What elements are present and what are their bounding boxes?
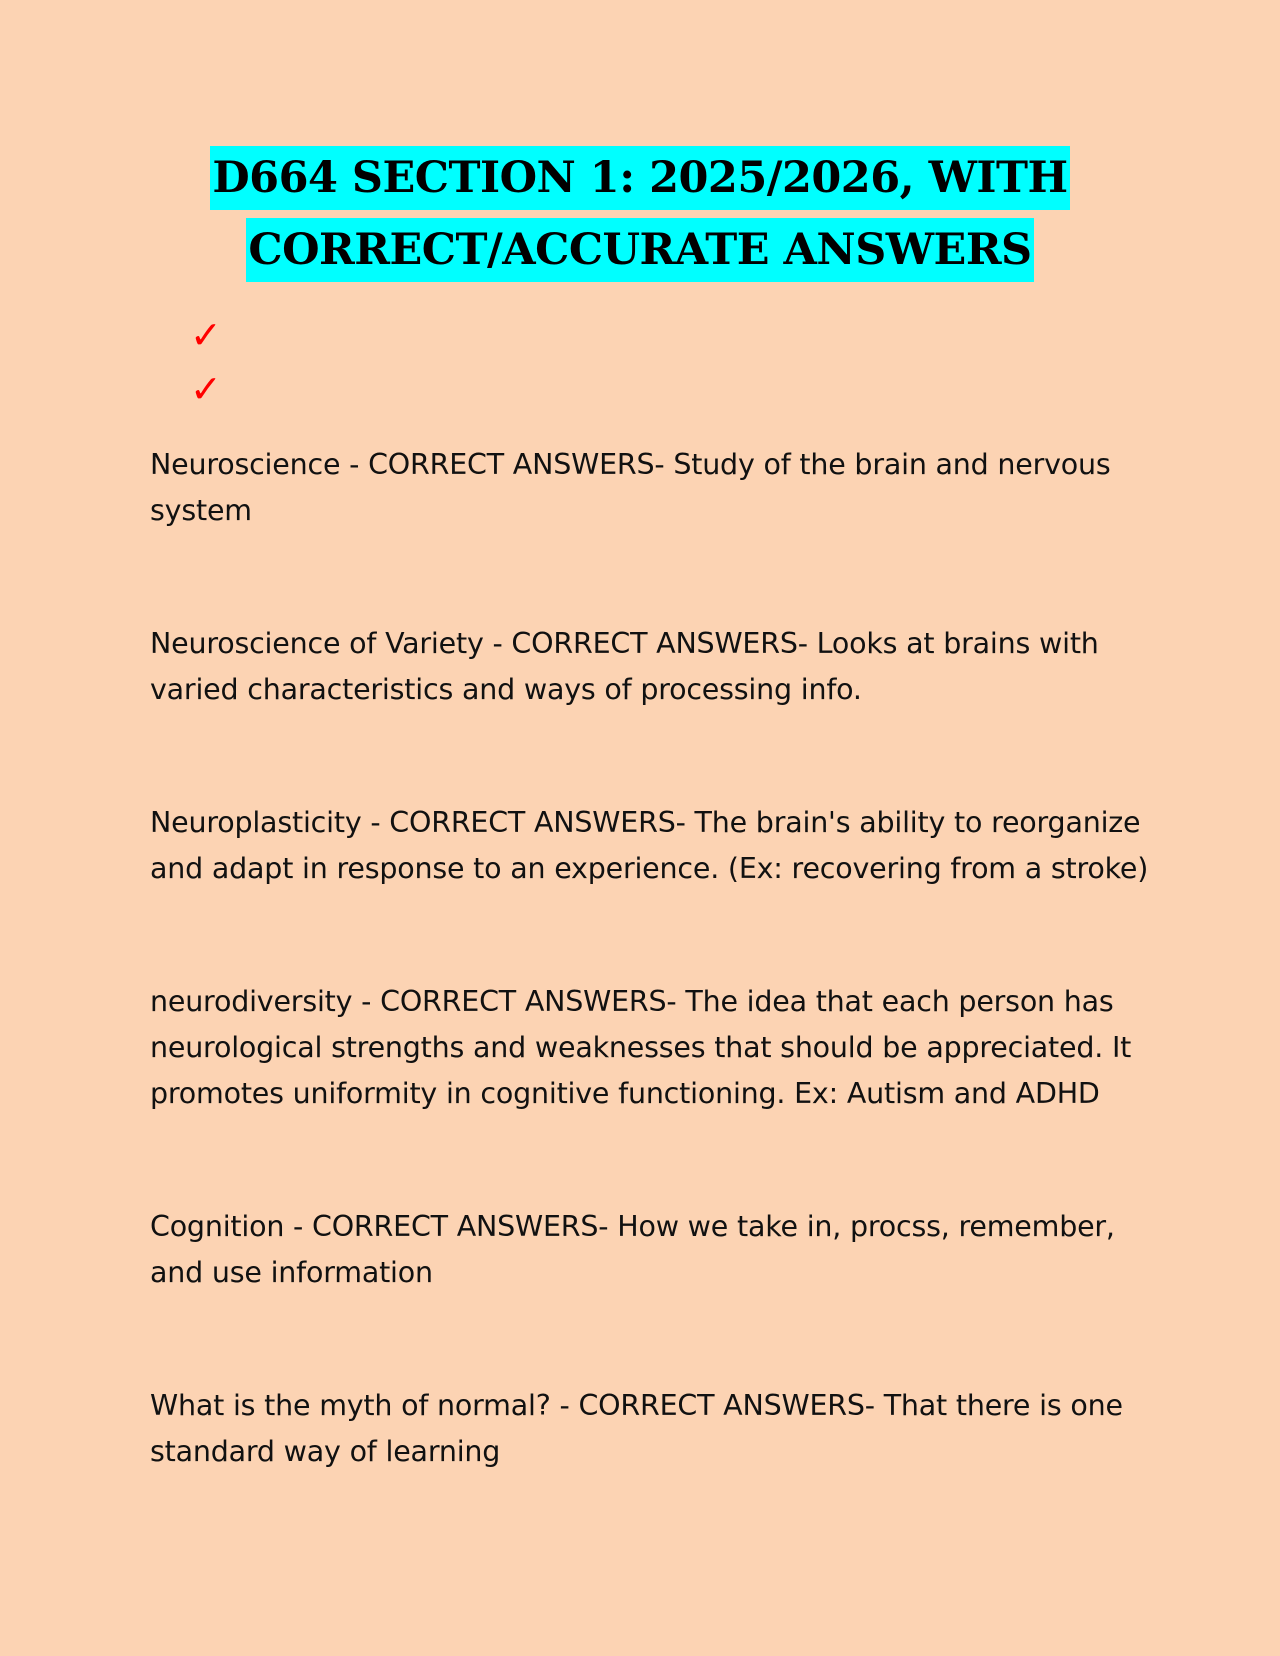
- qa-item-cognition: Cognition - CORRECT ANSWERS- How we take in, procss, remember, and use information: [150, 1210, 1115, 1289]
- qa-list: [150, 442, 1150, 1562]
- qa-item-myth-of-normal: What is the myth of normal? - CORRECT ANSWERS- That there is one standard way of learning: [150, 1389, 1123, 1468]
- qa-item-neuroplasticity: Neuroplasticity - CORRECT ANSWERS- The brain's ability to reorganize and adapt in response to an experience. (Ex: recovering from a stroke): [150, 806, 1149, 885]
- document-title: [0, 146, 1280, 290]
- title-line-2: CORRECT/ACCURATE ANSWERS: [246, 218, 1033, 282]
- qa-item-neuroscience-of-variety: Neuroscience of Variety - CORRECT ANSWERS- Looks at brains with varied characteristics and ways of processing info.: [150, 627, 1099, 706]
- title-line-1: D664 SECTION 1: 2025/2026, WITH: [210, 146, 1069, 210]
- check-mark-icon: ✓: [190, 313, 222, 357]
- qa-item-neuroscience: Neuroscience - CORRECT ANSWERS- Study of the brain and nervous system: [150, 448, 1111, 527]
- check-mark-icon: ✓: [190, 367, 222, 411]
- check-mark-list: [190, 308, 222, 416]
- qa-item-neurodiversity: neurodiversity - CORRECT ANSWERS- The idea that each person has neurological strengths and weaknesses that should be appreciated. It promotes uniformity in cognitive functioning. Ex: Autism and ADHD: [150, 985, 1132, 1110]
